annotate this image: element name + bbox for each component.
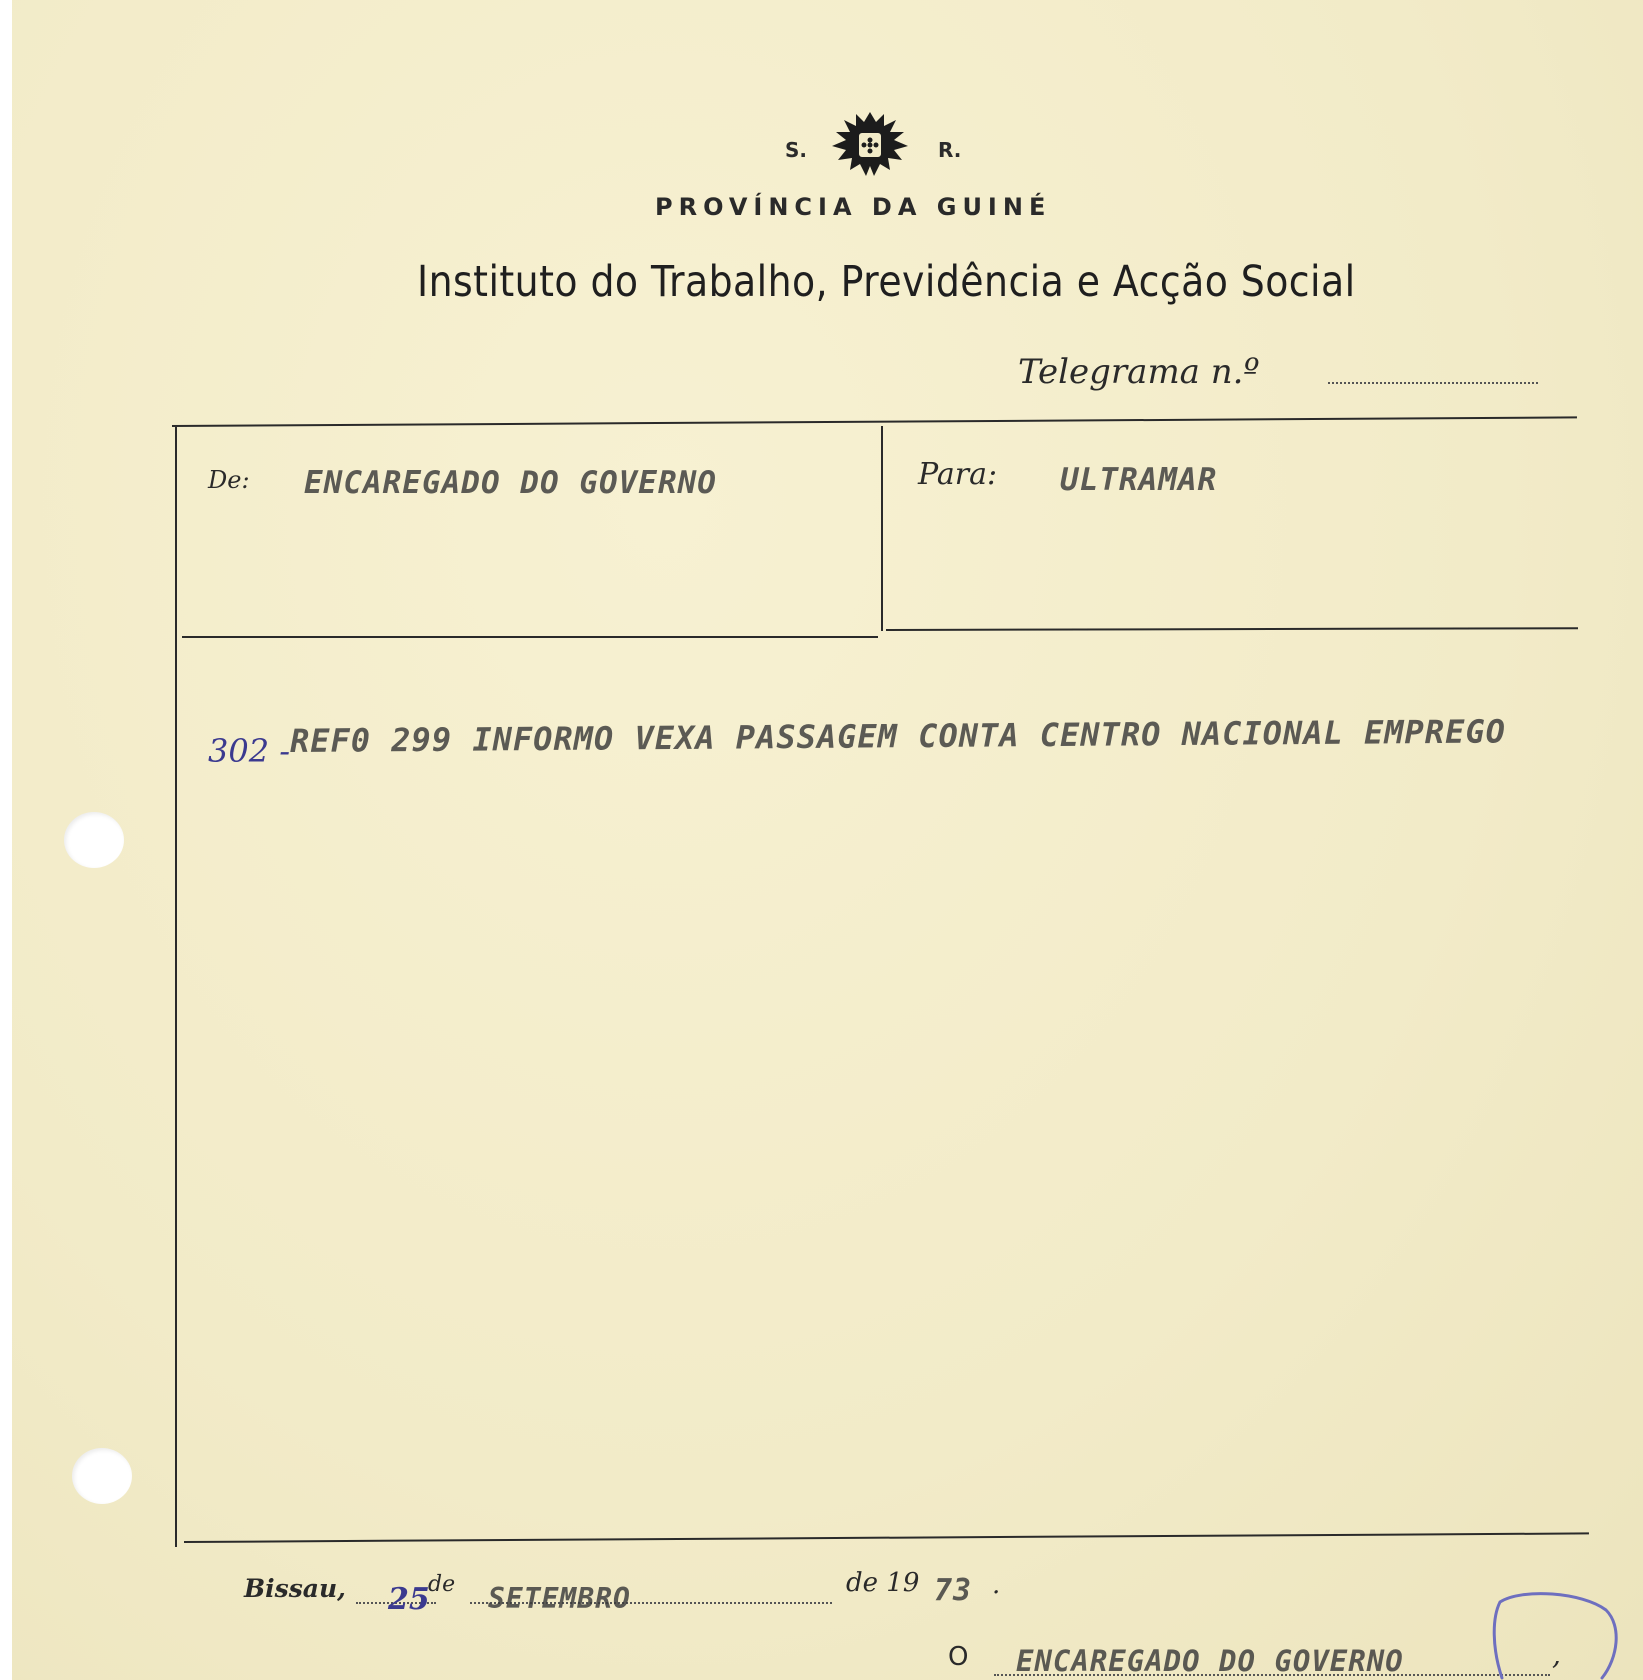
telegram-number-field <box>1328 362 1538 384</box>
institute-title: Instituto do Trabalho, Previdência e Acção Social <box>417 257 1356 307</box>
punch-hole-lower <box>72 1448 132 1504</box>
to-label: Para: <box>918 457 998 492</box>
place-label: Bissau, <box>244 1574 346 1603</box>
coat-of-arms-icon <box>824 110 916 182</box>
month-value: SETEMBRO <box>488 1582 631 1615</box>
from-label: De: <box>208 466 250 494</box>
province-title: PROVÍNCIA DA GUINÉ <box>655 193 1052 221</box>
signatory-value: ENCAREGADO DO GOVERNO <box>1016 1644 1404 1678</box>
table-left-border <box>175 427 177 1547</box>
to-value: ULTRAMAR <box>1060 462 1218 498</box>
letterhead-left-initial: S. <box>785 138 808 162</box>
table-top-border <box>172 416 1577 427</box>
header-row-bottom-right <box>886 627 1578 631</box>
signatory-comma: , <box>1552 1638 1561 1671</box>
document-page <box>12 0 1643 1680</box>
day-value: 25 <box>388 1582 430 1617</box>
letterhead-right-initial: R. <box>938 138 962 162</box>
handwritten-number: 302 - <box>208 732 291 770</box>
year-end: . <box>992 1570 1001 1600</box>
year-value: 73 <box>934 1573 973 1608</box>
telegram-label: Telegrama n.º <box>1018 352 1260 392</box>
table-column-divider <box>881 426 883 631</box>
punch-hole-upper <box>64 812 124 868</box>
header-row-bottom-left <box>182 636 878 638</box>
year-prefix: de 19 <box>846 1568 920 1598</box>
day-month-separator: de <box>428 1572 456 1597</box>
handwritten-signature-mark <box>1482 1588 1632 1680</box>
from-value: ENCAREGADO DO GOVERNO <box>304 465 717 501</box>
signature-prefix: O <box>948 1642 969 1672</box>
message-text: REF0 299 INFORMO VEXA PASSAGEM CONTA CENTRO NACIONAL EMPREGO <box>289 712 1507 760</box>
table-bottom-border <box>184 1532 1589 1543</box>
